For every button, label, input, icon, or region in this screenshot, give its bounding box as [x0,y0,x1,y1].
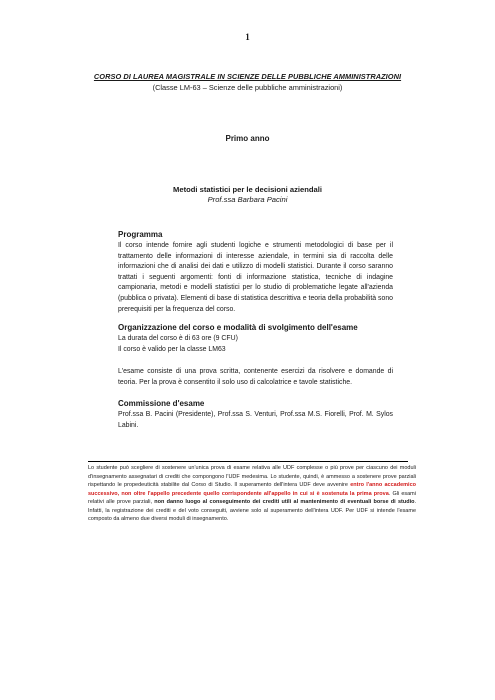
programma-heading: Programma [118,230,163,239]
commissione-text: Prof.ssa B. Pacini (Presidente), Prof.ssa S. Venturi, Prof.ssa M.S. Fiorelli, Prof. M. Sylos Labini. [118,411,393,429]
course-title: CORSO DI LAUREA MAGISTRALE IN SCIENZE DELLE PUBBLICHE AMMINISTRAZIONI [93,72,402,81]
commissione-heading: Commissione d'esame [118,399,205,408]
subject-title: Metodi statistici per le decisioni aziendali [173,185,322,194]
footnote-part1: Lo studente può scegliere di sostenere un'unica prova di esame relativa alle UDF complesse o più prove per ciascuno dei moduli d'insegnamento assegnatari di crediti che compongono l'UDF medesima. Lo studente, quindi, è ammesso a sostenere prove parziali rispettando le propedeuticità stabilite dal Corso di Studio. Il superamento dell'intera UDF deve avvenire [88,465,416,488]
footnote-highlight-deadline: entro l'anno accademico successivo, non oltre l'appello precedente quello corrispondente all'appello in cui si è sostenuta la prima prova [88,482,416,497]
programma-text: Il corso intende fornire agli studenti logiche e strumenti metodologici di base per il trattamento delle informazioni di interesse aziendale, in termini sia di raccolta delle informazioni che di analisi dei dati e utilizzo di modelli statistici. Durante il corso saranno trattati i seguenti argomenti: fonti di informazione statistica, tecniche di indagine campionaria, metodi e modelli statistici per lo studio di problematiche legate all'azienda (pubblica o privata). Elementi di base di statistica descrittiva e teoria della probabilità sono prerequisiti per la frequenza del corso. [118,242,393,313]
organizzazione-class: Il corso è valido per la classe LM63 [118,346,226,353]
exam-description: L'esame consiste di una prova scritta, contenente esercizi da risolvere e domande di teoria. Per la prova è consentito il solo uso di calcolatrice e tavole statistiche. [118,368,393,386]
course-class: (Classe LM-63 – Scienze delle pubbliche amministrazioni) [152,83,343,92]
organizzazione-heading: Organizzazione del corso e modalità di svolgimento dell'esame [118,323,358,332]
footnote-divider [88,461,408,462]
footnote-part2: . Gli esami relativi alle prove parziali, [88,490,416,505]
footnote [88,464,416,524]
page-number: 1 [245,32,250,42]
subject-block [0,185,495,204]
footnote-bold-credits: non danno luogo al conseguimento dei crediti utili al mantenimento di eventuali borse di studio [154,499,415,505]
course-header [0,72,495,92]
subject-professor: Prof.ssa Barbara Pacini [207,195,288,204]
organizzazione-duration: La durata del corso è di 63 ore (9 CFU) [118,335,238,342]
year-heading: Primo anno [225,134,270,143]
footnote-part3: . Infatti, la registrazione dei crediti e del voto conseguiti, avviene solo al superamento dell'intera UDF. Per UDF si intende l'esame composto da almeno due diversi moduli di insegnamento. [88,499,416,522]
